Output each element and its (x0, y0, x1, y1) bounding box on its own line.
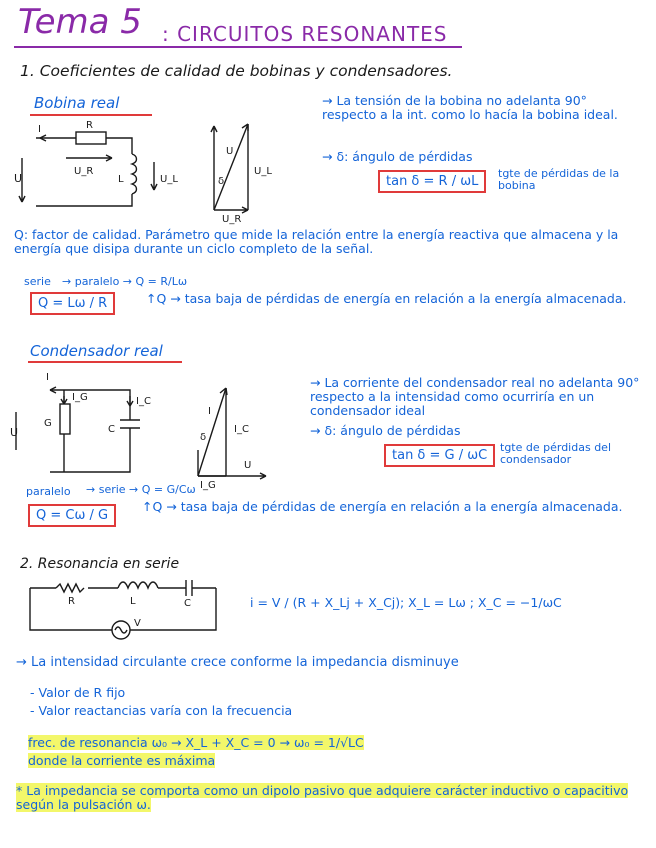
condensador-tan-note: tgte de pérdidas del condensador (500, 441, 611, 466)
impedance-final-note (16, 784, 636, 812)
condensador-heading: Condensador real (30, 342, 163, 360)
phasor-label-ur: U_R (222, 214, 242, 225)
cond-phasor-delta: δ (200, 432, 207, 443)
q-bobina-note: ↑Q → tasa baja de pérdidas de energía en relación a la energía almacenada. (146, 291, 627, 306)
phasor-label-delta: δ (218, 176, 225, 187)
resonance-line-1 (28, 736, 364, 750)
bobina-label-r: R (86, 120, 93, 131)
resonance-line-2 (28, 754, 215, 768)
cond-phasor-i: I (208, 406, 211, 417)
condensador-tan-formula: tan δ = G / ωC (384, 444, 495, 467)
resonance-highlight-1: frec. de resonancia ω₀ → X_L + X_C = 0 → ω₀ = 1/√LC (28, 735, 364, 750)
bobina-label-ul: U_L (160, 174, 178, 185)
cond-label-ic: I_C (136, 396, 151, 407)
cond-label-i: I (46, 372, 49, 383)
bobina-heading: Bobina real (34, 94, 120, 112)
bobina-label-u: U (14, 172, 23, 185)
resonance-highlight-2: donde la corriente es máxima (28, 753, 216, 768)
cond-phasor-ig: I_G (200, 480, 216, 491)
impedance-highlight: * La impedancia se comporta como un dipolo pasivo que adquiere carácter inductivo o capacitivo según la pulsación ω. (16, 783, 629, 812)
resistor-r (76, 132, 106, 144)
section1-heading: 1. Coeficientes de calidad de bobinas y condensadores. (20, 62, 453, 80)
series-bullet-3: - Valor reactancias varía con la frecuencia (30, 703, 293, 718)
rlc-label-r: R (68, 596, 75, 607)
bobina-note-2: → δ: ángulo de pérdidas (322, 149, 473, 164)
q-definition: Q: factor de calidad. Parámetro que mide la relación entre la energía reactiva que almacena y la energía que disipa durante un ciclo completo de la señal. (14, 227, 619, 256)
q-condensador-note: ↑Q → tasa baja de pérdidas de energía en relación a la energía almacenada. (142, 499, 623, 514)
cond-label-g: G (44, 418, 52, 429)
condensador-note-1: → La corriente del condensador real no adelanta 90° respecto a la intensidad como ocurriría en un condensador ideal (310, 375, 640, 418)
bobina-note-1: → La tensión de la bobina no adelanta 90° respecto a la int. como lo hacía la bobina ideal. (322, 93, 618, 122)
c-paralelo-label: paralelo (26, 485, 71, 498)
bobina-underline (30, 114, 152, 116)
rlc-label-c: C (184, 598, 191, 609)
section2-heading: 2. Resonancia en serie (20, 556, 180, 572)
series-current-formula: i = V / (R + X_Lj + X_Cj) (250, 595, 401, 610)
bobina-circuit-diagram (14, 118, 178, 218)
cond-phasor-u: U (244, 460, 252, 471)
rlc-series-circuit-diagram (26, 574, 222, 642)
phasor-label-u: U (226, 146, 234, 157)
phasor-label-ul: U_L (254, 166, 272, 177)
rlc-label-v: V (134, 618, 141, 629)
condensador-circuit-diagram (10, 366, 170, 486)
cond-label-ig: I_G (72, 392, 88, 403)
page-title: : CIRCUITOS RESONANTES (162, 22, 448, 46)
title-underline (14, 46, 462, 48)
c-serie-label: → serie → Q = G/Cω (86, 483, 196, 496)
condensador-phasor-diagram (186, 380, 276, 490)
series-bullet-1: → La intensidad circulante crece conforme la impedancia disminuye (16, 655, 459, 670)
condensador-note-2: → δ: ángulo de pérdidas (310, 423, 461, 438)
cond-phasor-ic: I_C (234, 424, 249, 435)
q-bobina-formula: Q = Lω / R (30, 292, 115, 315)
series-bullet-2: - Valor de R fijo (30, 685, 126, 700)
rlc-label-l: L (130, 596, 136, 607)
condensador-underline (28, 361, 182, 363)
bobina-tan-note: tgte de pérdidas de la bobina (498, 167, 620, 192)
cond-label-c: C (108, 424, 115, 435)
cond-label-u: U (10, 426, 19, 439)
bobina-label-l: L (118, 174, 124, 185)
bobina-label-i: I (38, 124, 41, 135)
bobina-phasor-diagram (196, 118, 286, 224)
q-paralelo-label: → paralelo → Q = R/Lω (62, 275, 188, 288)
q-condensador-formula: Q = Cω / G (28, 504, 116, 527)
bobina-label-ur: U_R (74, 166, 94, 177)
title-tema: Tema 5 (18, 2, 142, 42)
q-serie-label: serie (24, 275, 51, 288)
series-reactances: ; X_L = Lω ; X_C = −1/ωC (400, 595, 562, 610)
bobina-tan-formula: tan δ = R / ωL (378, 170, 486, 193)
